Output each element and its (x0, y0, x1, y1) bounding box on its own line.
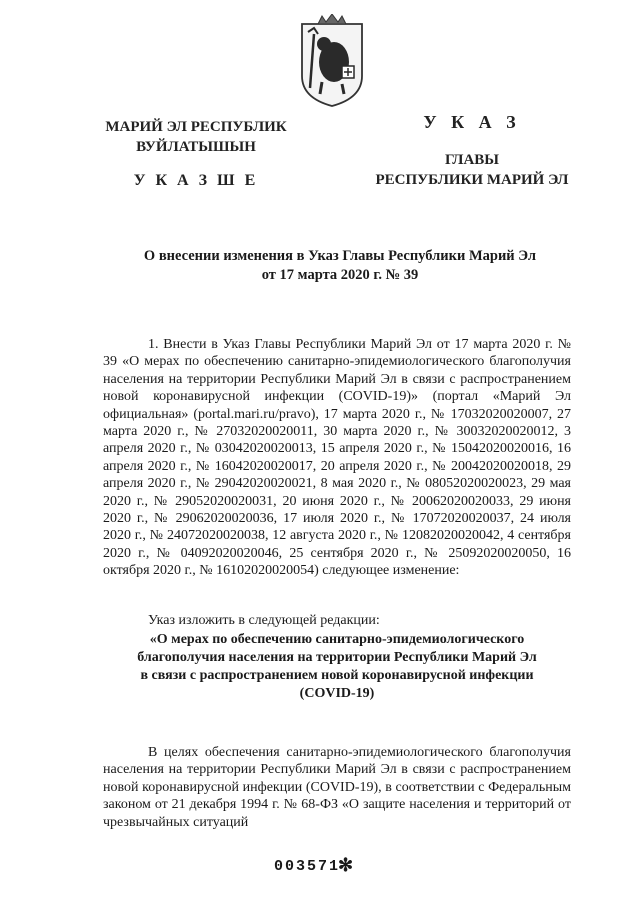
quoted-decree-title (103, 631, 571, 703)
serial-number: 003571 (274, 858, 341, 875)
header-left-decree: У К А З Ш Е (133, 172, 259, 189)
paragraph-amendment: 1. Внести в Указ Главы Республики Марий Эл от 17 марта 2020 г. № 39 «О мерах по обеспечению санитарно-эпидемиологического благополучия населения на территории Республики Марий Эл в связи с распространением новой коронавирусной инфекции (COVID-19)» (портал «Марий Эл официальная» (portal.mari.ru/pravo), 17 марта 2020 г., № 17032020020007, 27 марта 2020 г., № 27032020020011, 30 марта 2020 г., № 30032020020012, 3 апреля 2020 г., № 03042020020013, 15 апреля 2020 г., № 15042020020016, 16 апреля 2020 г., № 16042020020017, 20 апреля 2020 г., № 20042020020018, 29 апреля 2020 г., № 29042020020021, 8 мая 2020 г., № 08052020020023, 29 мая 2020 г., № 29052020020031, 20 июня 2020 г., № 20062020020033, 29 июня 2020 г., № 29062020020036, 17 июля 2020 г., № 17072020020037, 24 июля 2020 г., № 24072020020038, 12 августа 2020 г., № 12082020020042, 4 сентября 2020 г., № 04092020020046, 25 сентября 2020 г., № 25092020020050, 16 октября 2020 г., № 16102020020054) следующее изменение: (103, 337, 571, 579)
quoted-title-line-3: в связи с распространением новой коронавирусной инфекции (140, 668, 534, 683)
header-right-decree: У К А З (423, 112, 521, 132)
asterisk-mark-icon: ✻ (338, 855, 354, 875)
quoted-title-line-2: благополучия населения на территории Республики Марий Эл (137, 650, 537, 665)
header-right-republic: РЕСПУБЛИКИ МАРИЙ ЭЛ (375, 172, 569, 188)
paragraph-preamble: В целях обеспечения санитарно-эпидемиологического благополучия населения на территории Республики Марий Эл в связи с распространением новой коронавирусной инфекции (COVID-19), в соответствии с Федеральным законом от 21 декабря 1994 г. № 68-ФЗ «О защите населения и территорий от чрезвычайных ситуаций (103, 745, 571, 830)
quoted-title-line-1: «О мерах по обеспечению санитарно-эпидемиологического (149, 632, 525, 647)
header-right-head: ГЛАВЫ (444, 152, 500, 168)
document-title (60, 247, 620, 285)
header-left-head: ВУЙЛАТЫШЫН (136, 139, 256, 155)
header-right-block (362, 112, 582, 190)
header-left-block (98, 117, 294, 191)
paragraph-instruction: Указ изложить в следующей редакции: (148, 613, 380, 628)
title-line-1: О внесении изменения в Указ Главы Республики Марий Эл (143, 248, 537, 264)
coat-of-arms-emblem (296, 14, 368, 108)
quoted-title-line-4: (COVID-19) (299, 686, 375, 701)
title-line-2: от 17 марта 2020 г. № 39 (261, 267, 419, 283)
header-left-republic: МАРИЙ ЭЛ РЕСПУБЛИК (105, 119, 287, 135)
